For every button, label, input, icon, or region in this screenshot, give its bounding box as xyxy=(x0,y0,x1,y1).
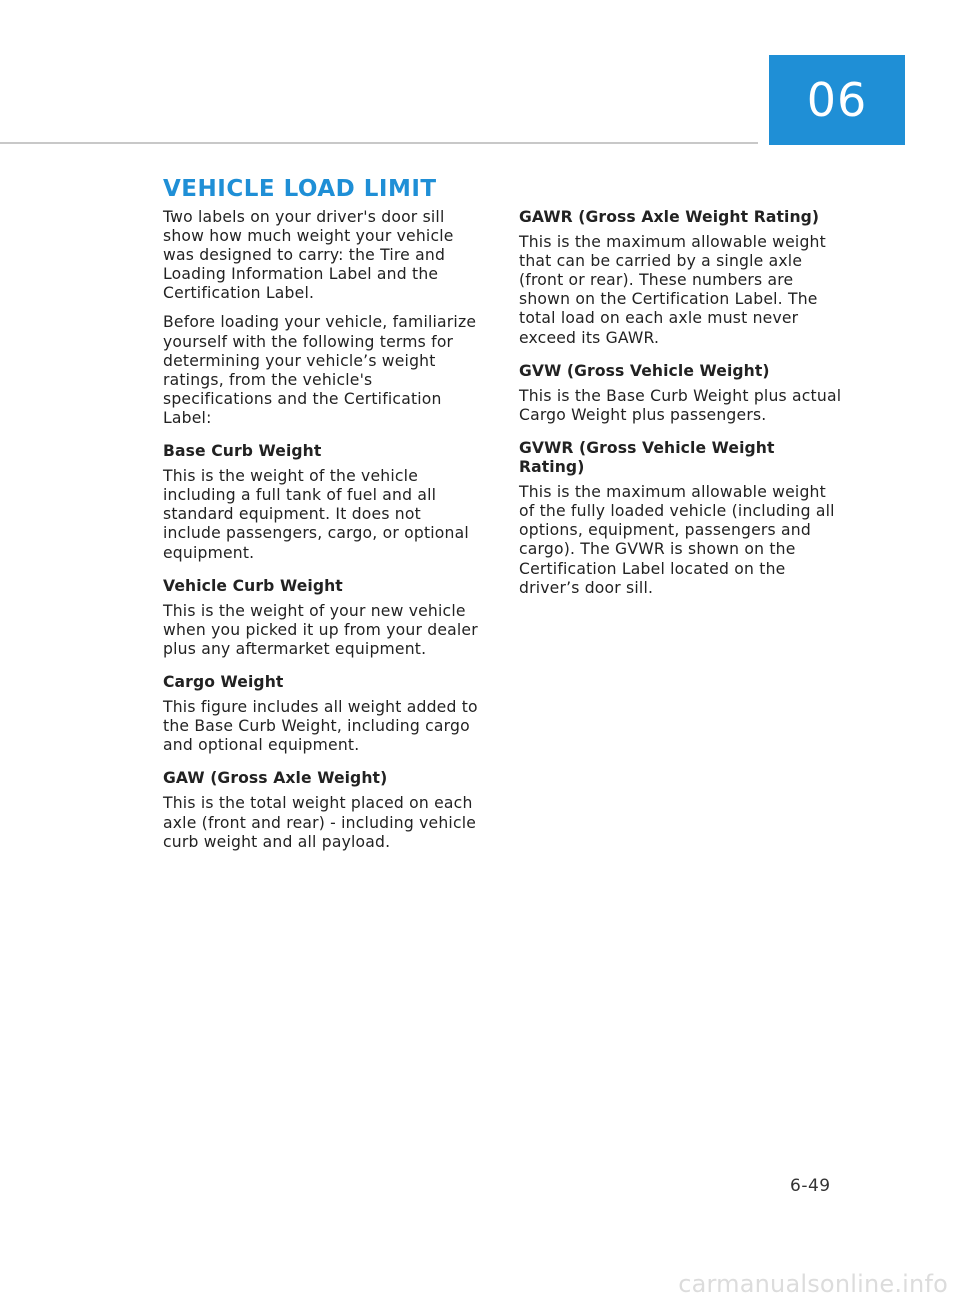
term-gaw xyxy=(163,769,483,851)
term-body: This is the Base Curb Weight plus actual Cargo Weight plus passengers. xyxy=(519,386,842,424)
term-title: Base Curb Weight xyxy=(163,442,322,461)
header-divider xyxy=(0,142,758,144)
chapter-number: 06 xyxy=(806,73,868,127)
term-title: GAWR (Gross Axle Weight Rating) xyxy=(519,208,820,226)
term-gvw xyxy=(519,362,843,425)
term-base-curb-weight xyxy=(163,442,483,563)
term-title: GAW (Gross Axle Weight) xyxy=(163,769,388,788)
term-title: GVWR (Gross Vehicle Weight Rating) xyxy=(519,438,775,477)
term-title: GVW (Gross Vehicle Weight) xyxy=(519,361,770,380)
term-vehicle-curb-weight xyxy=(163,577,483,659)
intro-paragraph: Before loading your vehicle, familiarize yourself with the following terms for determining your vehicle’s weight ratings, from the vehicle's specifications and the Certification Label: xyxy=(163,313,477,427)
term-body: This is the weight of the vehicle including a full tank of fuel and all standard equipment. It does not include passengers, cargo, or optional equipment. xyxy=(163,467,469,562)
watermark: carmanualsonline.info xyxy=(678,1270,948,1298)
term-body: This figure includes all weight added to the Base Curb Weight, including cargo and optional equipment. xyxy=(163,698,478,755)
page-number: 6-49 xyxy=(790,1176,831,1196)
term-body: This is the total weight placed on each axle (front and rear) - including vehicle curb weight and all payload. xyxy=(163,794,477,851)
left-column xyxy=(163,208,483,866)
term-cargo-weight xyxy=(163,673,483,755)
intro-paragraph: Two labels on your driver's door sill show how much weight your vehicle was designed to carry: the Tire and Loading Information Label and the Certification Label. xyxy=(163,208,454,303)
right-column xyxy=(519,208,843,612)
term-gvwr xyxy=(519,439,843,598)
term-body: This is the maximum allowable weight of the fully loaded vehicle (including all options, equipment, passengers and cargo). The GVWR is shown on the Certification Label located on the driver’s door sill. xyxy=(519,483,835,597)
term-body: This is the weight of your new vehicle when you picked it up from your dealer plus any aftermarket equipment. xyxy=(163,601,478,658)
term-title: Vehicle Curb Weight xyxy=(163,576,343,595)
chapter-tab xyxy=(769,55,905,145)
section-title: VEHICLE LOAD LIMIT xyxy=(163,176,437,202)
term-title: Cargo Weight xyxy=(163,672,284,691)
term-gawr xyxy=(519,208,843,348)
term-body: This is the maximum allowable weight that can be carried by a single axle (front or rear). These numbers are shown on the Certification Label. The total load on each axle must never exceed its GAWR. xyxy=(519,233,826,347)
